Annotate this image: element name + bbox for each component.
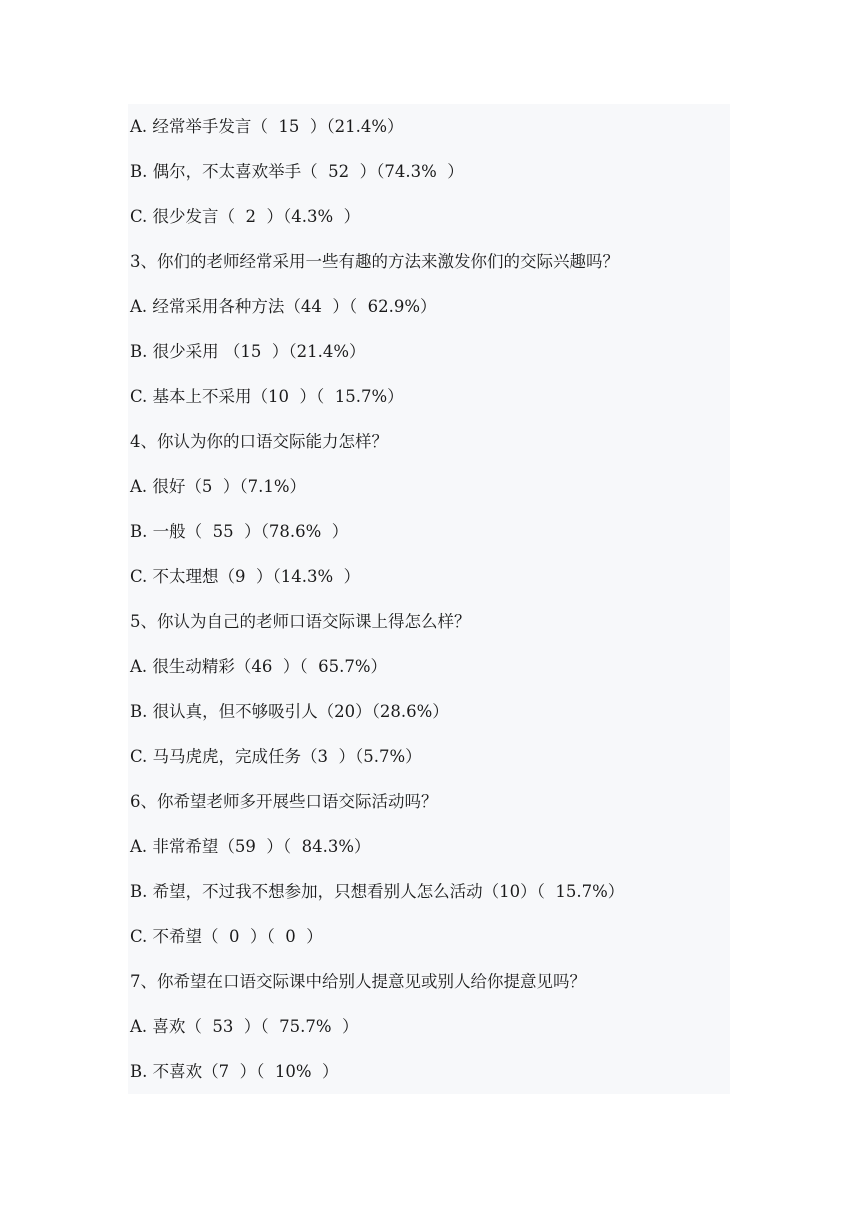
question-line: 3、你们的老师经常采用一些有趣的方法来激发你们的交际兴趣吗？ — [130, 252, 619, 271]
option-line: A. 喜欢（ 53 ）（ 75.7% ） — [130, 1017, 359, 1036]
survey-text — [130, 104, 740, 1094]
option-line: A. 很好（5 ）（7.1%） — [130, 477, 307, 496]
option-line: C. 马马虎虎，完成任务（3 ）（5.7%） — [130, 747, 422, 766]
option-line: C. 不希望（ 0 ）（ 0 ） — [130, 927, 323, 946]
option-line: B. 不喜欢（7 ）（ 10% ） — [130, 1062, 339, 1081]
option-line: B. 希望，不过我不想参加，只想看别人怎么活动（10）（ 15.7%） — [130, 882, 625, 901]
option-line: C. 不太理想（9 ）（14.3% ） — [130, 567, 361, 586]
option-line: B. 偶尔，不太喜欢举手（ 52 ）（74.3% ） — [130, 162, 464, 181]
option-line: A. 经常举手发言（ 15 ）（21.4%） — [130, 117, 404, 136]
option-line: C. 很少发言（ 2 ）（4.3% ） — [130, 207, 361, 226]
question-line: 7、你希望在口语交际课中给别人提意见或别人给你提意见吗？ — [130, 972, 586, 991]
option-line: B. 一般（ 55 ）（78.6% ） — [130, 522, 349, 541]
question-line: 5、你认为自己的老师口语交际课上得怎么样？ — [130, 612, 471, 631]
question-line: 4、你认为你的口语交际能力怎样？ — [130, 432, 388, 451]
option-line: B. 很认真，但不够吸引人（20）（28.6%） — [130, 702, 449, 721]
option-line: B. 很少采用 （15 ）（21.4%） — [130, 342, 366, 361]
question-line: 6、你希望老师多开展些口语交际活动吗？ — [130, 792, 438, 811]
option-line: A. 很生动精彩（46 ）（ 65.7%） — [130, 657, 388, 676]
option-line: C. 基本上不采用（10 ）（ 15.7%） — [130, 387, 404, 406]
option-line: A. 经常采用各种方法（44 ）（ 62.9%） — [130, 297, 437, 316]
option-line: A. 非常希望（59 ）（ 84.3%） — [130, 837, 371, 856]
